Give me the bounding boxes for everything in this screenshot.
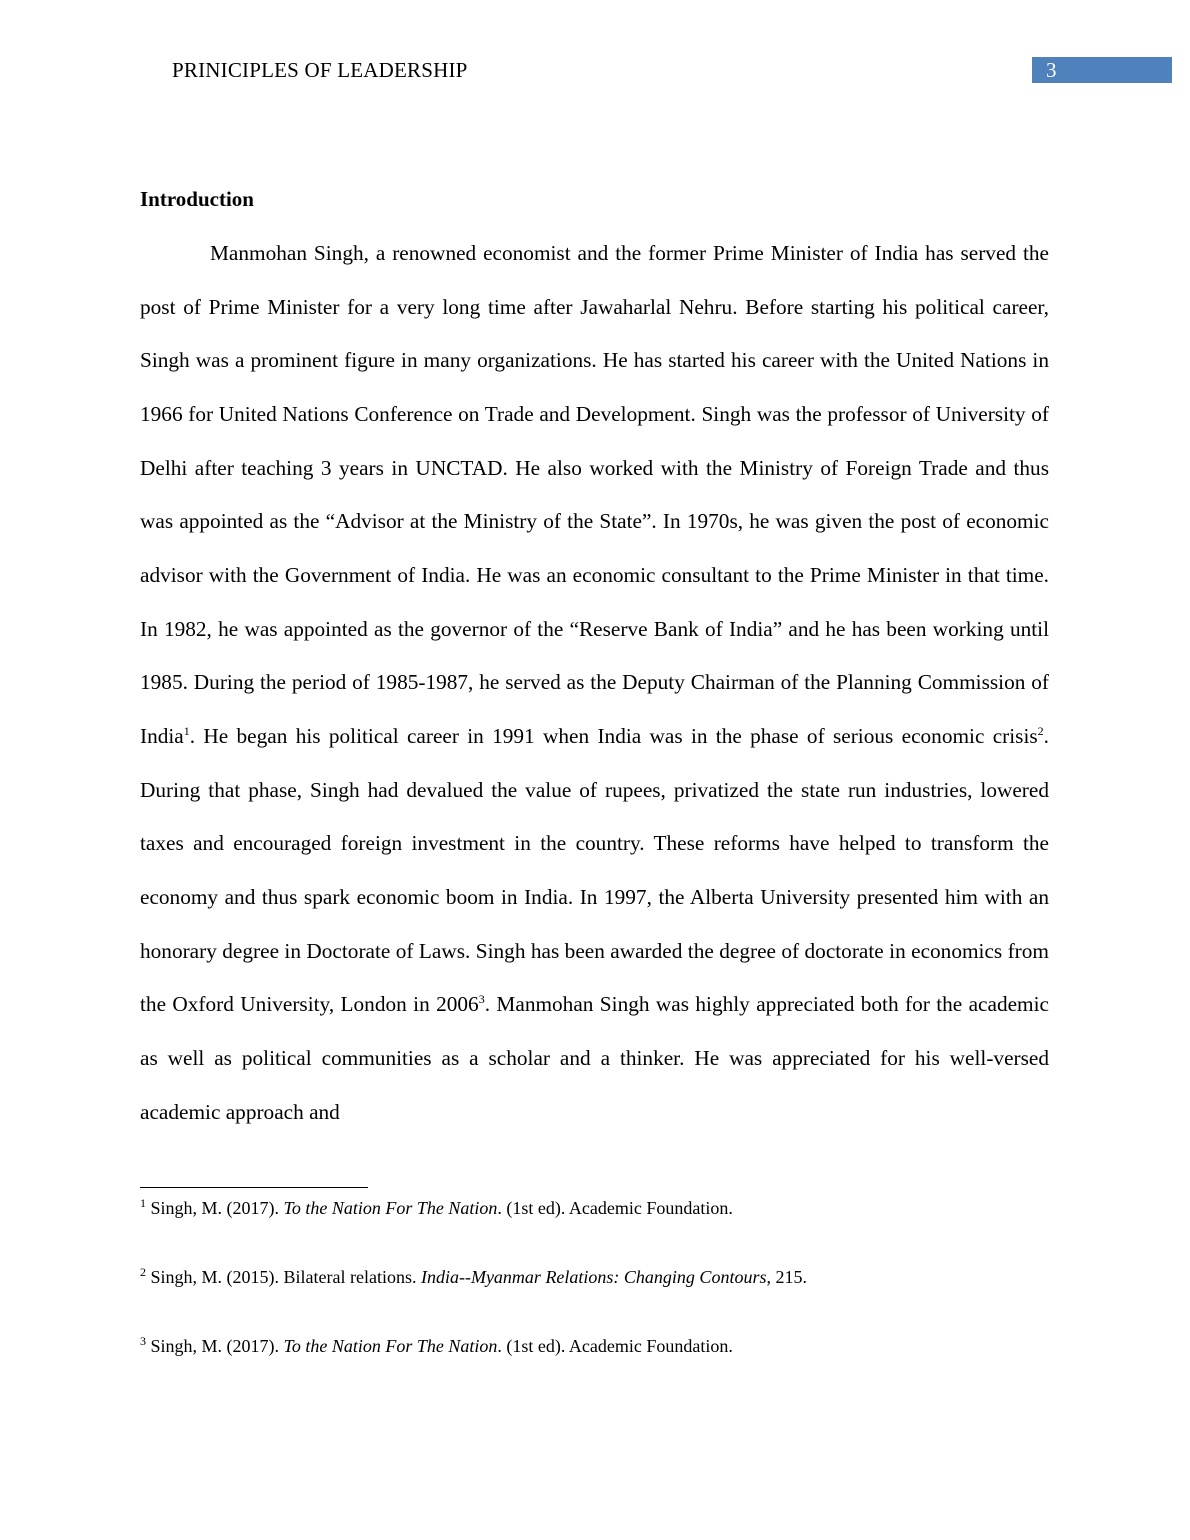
footnote-citation: Singh, M. (2015). Bilateral relations. [150,1267,421,1287]
footnote [140,1266,807,1288]
footnote-reference[interactable]: 3 [478,992,485,1007]
footnote-number: 1 [140,1196,146,1210]
footnote-separator [140,1187,368,1188]
body-text-segment: . During that phase, Singh had devalued the value of rupees, privatized the state run industries, lowered taxes and encouraged foreign investment in the country. These reforms have helped to transform the economy and thus spark economic boom in India. In 1997, the Alberta University presented him with an honorary degree in Doctorate of Laws. Singh has been awarded the degree of doctorate in economics from the Oxford University, London in 2006 [140,723,1049,1017]
footnote [140,1197,733,1219]
footnote-citation: . (1st ed). Academic Foundation. [497,1198,733,1218]
footnote-title: To the Nation For The Nation [283,1198,498,1218]
footnote-reference[interactable]: 1 [183,723,190,738]
body-text-segment: . Manmohan Singh was highly appreciated both for the academic as well as political communities as a scholar and a thinker. He was appreciated for his well-versed academic approach and [140,992,1049,1124]
footnote-citation: Singh, M. (2017). [150,1198,284,1218]
footnote-title: India--Myanmar Relations: Changing Contours [420,1267,767,1287]
footnote [140,1335,733,1357]
footnote-title: To the Nation For The Nation [283,1336,498,1356]
body-text-segment: . He began his political career in 1991 when India was in the phase of serious economic crisis [189,723,1038,748]
body-text-segment: Manmohan Singh, a renowned economist and the former Prime Minister of India has served the post of Prime Minister for a very long time after Jawaharlal Nehru. Before starting his political career, Singh was a prominent figure in many organizations. He has started his career with the United Nations in 1966 for United Nations Conference on Trade and Development. Singh was the professor of University of Delhi after teaching 3 years in UNCTAD. He also worked with the Ministry of Foreign Trade and thus was appointed as the “Advisor at the Ministry of the State”. In 1970s, he was given the post of economic advisor with the Government of India. He was an economic consultant to the Prime Minister in that time. In 1982, he was appointed as the governor of the “Reserve Bank of India” and he has been working until 1985. During the period of 1985-1987, he served as the Deputy Chairman of the Planning Commission of India [140,241,1049,748]
footnote-citation: , 215. [766,1267,807,1287]
footnote-reference[interactable]: 2 [1037,723,1044,738]
section-heading: Introduction [140,187,254,211]
footnote-number: 3 [140,1334,146,1348]
running-head: PRINICIPLES OF LEADERSHIP [172,58,468,82]
footnote-citation: . (1st ed). Academic Foundation. [497,1336,733,1356]
body-paragraph [140,227,1049,1187]
page-number: 3 [1032,57,1172,83]
footnote-number: 2 [140,1265,146,1279]
footnote-citation: Singh, M. (2017). [150,1336,284,1356]
